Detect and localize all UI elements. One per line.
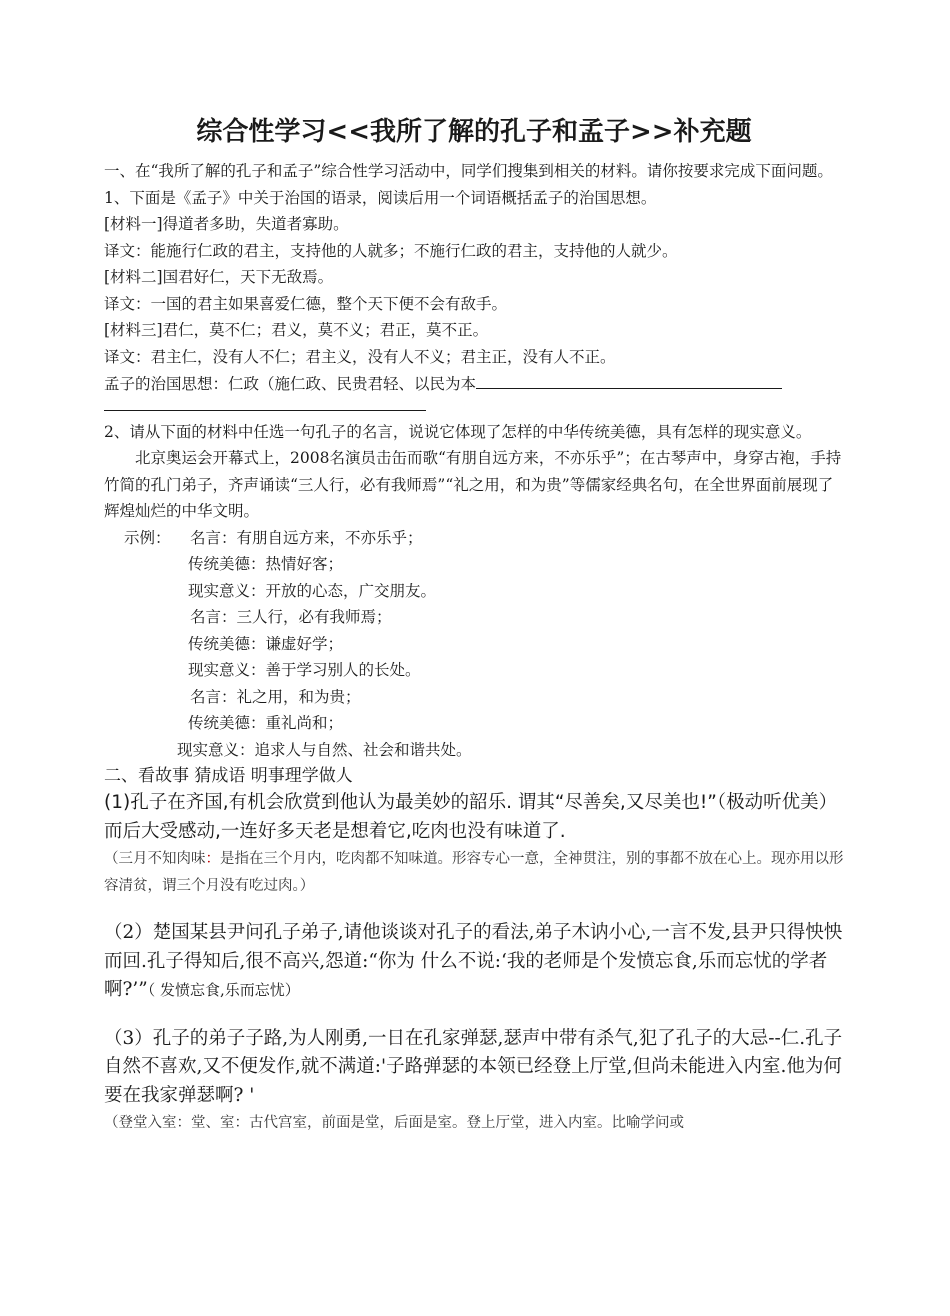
note-1-text: 是指在三个月内，吃肉都不知味道。形容专心一意，全神贯注，别的事都不放在心上。现亦用以形容清贫，谓三个月没有吃过肉。） [104, 851, 844, 894]
story-2-text: （2）楚国某县尹问孔子弟子,请他谈谈对孔子的看法,弟子木讷小心,一言不发,县尹只得怏怏而回.孔子得知后,很不高兴,怨道:“你为 什么不说:‘我的老师是个发愤忘食,乐而忘忧的学者啊?’” [104, 922, 843, 1000]
spacer [104, 899, 844, 919]
note-1 [104, 846, 844, 899]
translation-1: 译文：能施行仁政的君主，支持他的人就多；不施行仁政的君主，支持他的人就少。 [104, 241, 678, 260]
spacer [104, 1005, 844, 1025]
example-quote: 名言：三人行，必有我师焉； [190, 608, 392, 626]
example-quote: 名言：礼之用，和为贵； [190, 687, 361, 706]
document-page [104, 112, 844, 1137]
note-3: （登堂入室：堂、室：古代宫室，前面是堂，后面是室。登上厅堂，进入内室。比喻学问或 [104, 1115, 684, 1131]
translation-2: 译文：一国的君主如果喜爱仁德，整个天下便不会有敌手。 [104, 294, 508, 313]
translation-3: 译文：君主仁，没有人不仁；君主义，没有人不义；君主正，没有人不正。 [104, 347, 616, 366]
example-virtue: 传统美德：热情好客； [188, 555, 344, 573]
note-1-idiom: （三月不知肉味 [104, 851, 206, 867]
example-virtue: 传统美德：谦虚好学； [188, 634, 344, 653]
passage: 北京奥运会开幕式上，2008名演员击缶而歌“有朋自远方来，不亦乐乎”；在古琴声中，身穿古袍，手持竹简的孔门弟子，齐声诵读“三人行，必有我师焉”“礼之用，和为贵”等儒家经典名句，在全世界面前展现了辉煌灿烂的中华文明。 [104, 449, 842, 520]
example-meaning: 现实意义：追求人与自然、社会和谐共处。 [177, 740, 472, 759]
story-1: (1)孔子在齐国,有机会欣赏到他认为最美妙的韶乐. 谓其“尽善矣,又尽美也!”（极动听优美）而后大受感动,一连好多天老是想着它,吃肉也没有味道了. [104, 792, 838, 842]
example-meaning: 现实意义：善于学习别人的长处。 [188, 661, 421, 679]
example-row [104, 525, 844, 552]
material-2: [材料二]国君好仁，天下无敌焉。 [104, 268, 334, 286]
example-label: 示例： [124, 528, 171, 547]
page-title: 综合性学习<<我所了解的孔子和孟子>>补充题 [196, 117, 752, 147]
example-quote: 名言：有朋自远方来，不亦乐乎； [190, 528, 423, 547]
example-virtue: 传统美德：重礼尚和； [188, 714, 344, 732]
answer-blank [476, 370, 782, 389]
section2-heading: 二、看故事 猜成语 明事理学做人 [104, 766, 353, 786]
story-2 [104, 919, 844, 1005]
question-2: 2、请从下面的材料中任选一句孔子的名言，说说它体现了怎样的中华传统美德，具有怎样的现实意义。 [104, 422, 812, 441]
section1-intro: 一、在“我所了解的孔子和孟子”综合性学习活动中，同学们搜集到相关的材料。请你按要求完成下面问题。 [104, 162, 833, 180]
example-meaning: 现实意义：开放的心态，广交朋友。 [188, 581, 437, 600]
answer-blank-line [104, 398, 426, 411]
answer-line [104, 370, 844, 398]
answer-text: 孟子的治国思想：仁政（施仁政、民贵君轻、以民为本 [104, 375, 477, 393]
note-1-colon: ： [205, 851, 220, 867]
question-1: 1、下面是《孟子》中关于治国的语录，阅读后用一个词语概括孟子的治国思想。 [104, 188, 657, 207]
story-2-answer: （ 发愤忘食,乐而忘忧） [147, 981, 300, 999]
story-3: （3）孔子的弟子子路,为人刚勇,一日在孔家弹瑟,瑟声中带有杀气,犯了孔子的大忌--仁.孔子自然不喜欢,又不便发作,就不满道:'子路弹瑟的本领已经登上厅堂,但尚未能进入内室.他为何要在我家弹瑟啊? ' [104, 1027, 843, 1106]
material-1: [材料一]得道者多助，失道者寡助。 [104, 215, 349, 233]
material-3: [材料三]君仁，莫不仁；君义，莫不义；君正，莫不正。 [104, 321, 489, 339]
